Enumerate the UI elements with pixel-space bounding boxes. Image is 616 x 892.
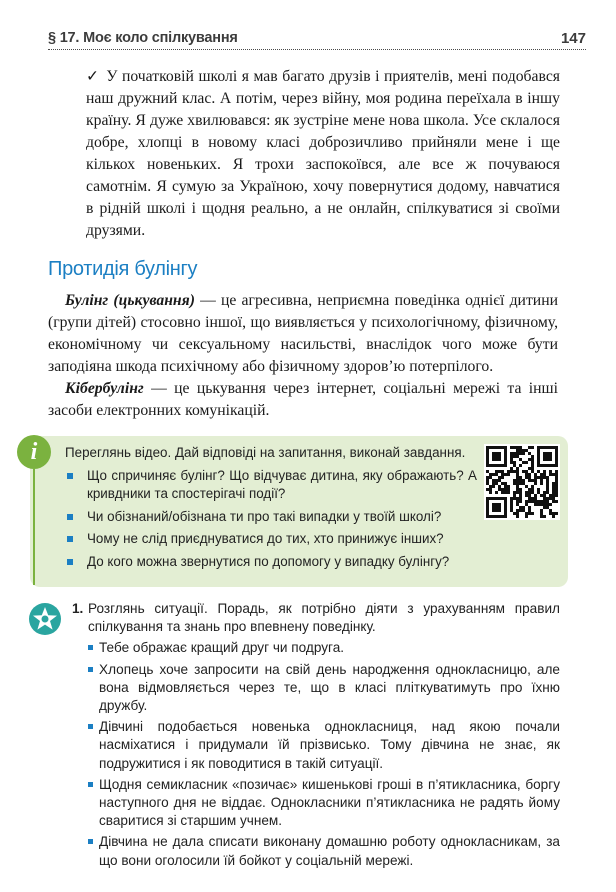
- term: Кібербулінг: [65, 380, 144, 397]
- list-item: [65, 467, 477, 504]
- question-text: Що спричиняє булінг? Що відчуває дитина, яку ображають? А кривдники та спостерігачі події?: [87, 467, 477, 501]
- section-heading: Протидія булінгу: [48, 258, 198, 280]
- definition-bullying: [48, 290, 558, 378]
- question-list: [65, 467, 477, 572]
- list-item: [65, 508, 477, 527]
- bullet-icon: [67, 514, 73, 520]
- info-icon-line: [33, 469, 35, 585]
- info-intro: Переглянь відео. Дай відповіді на запитання, виконай завдання.: [65, 445, 466, 460]
- task-instruction: Розглянь ситуації. Порадь, як потрібно діяти з урахуванням правил спілкування та знань про впевнену поведінку.: [88, 601, 560, 635]
- list-item: [88, 639, 560, 657]
- qr-code-graphic: [486, 446, 558, 518]
- situation-list: [88, 639, 560, 869]
- definition-text: — це цькування через інтернет, соціальні мережі та інші засоби електронних комунікацій.: [48, 380, 558, 419]
- bullet-icon: [88, 782, 93, 787]
- situation-text: Хлопець хоче запросити на свій день народження однокласницю, але вона відмовляється через те, що в класі пліткуватимуть про їхню дружбу.: [99, 661, 560, 714]
- page-header: [48, 28, 586, 52]
- definition-text: — це агресивна, неприємна поведінка однієї дитини (групи дітей) стосовно іншої, що виявляється у психологічному, фізичному, економічному чи сексуальному насильстві, внаслідок чого може бути заподіяна шкода психічному або фізичному здоров’ю потерпілого.: [48, 292, 558, 375]
- question-text: До кого можна звернутися по допомогу у випадку булінгу?: [87, 553, 450, 569]
- situation-text: Дівчина не дала списати виконану домашню роботу однокласникам, за що вони оголосили їй бойкот у соціальній мережі.: [99, 834, 560, 868]
- situation-text: Тебе ображає кращий друг чи подруга.: [99, 640, 345, 656]
- info-content: [65, 444, 477, 575]
- header-divider: [48, 49, 586, 50]
- bullet-icon: [88, 667, 93, 672]
- definitions: [48, 290, 558, 422]
- info-icon: i: [17, 435, 51, 469]
- star-icon: [28, 602, 62, 636]
- question-text: Чи обізнаний/обізнана ти про такі випадки у твоїй школі?: [87, 508, 442, 524]
- bullet-icon: [67, 473, 73, 479]
- bullet-icon: [88, 645, 93, 650]
- checkmark-icon: ✓: [86, 68, 100, 85]
- list-item: [65, 530, 477, 549]
- task-1: [72, 600, 560, 873]
- bullet-icon: [67, 559, 73, 565]
- situation-text: Щодня семикласник «позичає» кишенькові гроші в п’ятикласника, боргу наступного дня не віддає. Однокласники п’ятикласника не радять йому сваритися зі старшим учнем.: [99, 776, 560, 829]
- question-text: Чому не слід приєднуватися до тих, хто принижує інших?: [87, 531, 444, 546]
- term: Булінг (цькування): [65, 292, 195, 309]
- situation-text: Дівчині подобається новенька однокласниця, над якою почали насміхатися і придумали їй прізвисько. Тому дівчина не знає, як подружитися і як поводитися в такій ситуації.: [99, 719, 560, 771]
- page-number: 147: [560, 30, 586, 47]
- list-item: [88, 833, 560, 869]
- list-item: [65, 553, 477, 572]
- story-quote: [86, 66, 560, 242]
- qr-code-icon[interactable]: [484, 444, 560, 520]
- list-item: [88, 776, 560, 831]
- bullet-icon: [88, 724, 93, 729]
- bullet-icon: [67, 536, 73, 542]
- section-title: § 17. Моє коло спілкування: [48, 30, 238, 46]
- list-item: [88, 718, 560, 773]
- definition-cyberbullying: [48, 378, 558, 422]
- bullet-icon: [88, 839, 93, 844]
- story-text: У початковій школі я мав багато друзів і приятелів, мені подобався наш дружний клас. А потім, через війну, моя родина переїхала в іншу країну. Я дуже хвилювався: як зустріне мене нова школа. Усе склалося добре, хлопці в новому класі доброзичливо прийняли мене і ще кількох новеньких. Я трохи заспокоївся, але все ж почуваюся самотнім. Я сумую за Україною, хочу повернутися додому, навчатися в рідній школі і щодня реально, а не онлайн, спілкуватися зі своїми друзями.: [86, 68, 560, 239]
- list-item: [88, 661, 560, 716]
- task-number: 1.: [72, 601, 84, 616]
